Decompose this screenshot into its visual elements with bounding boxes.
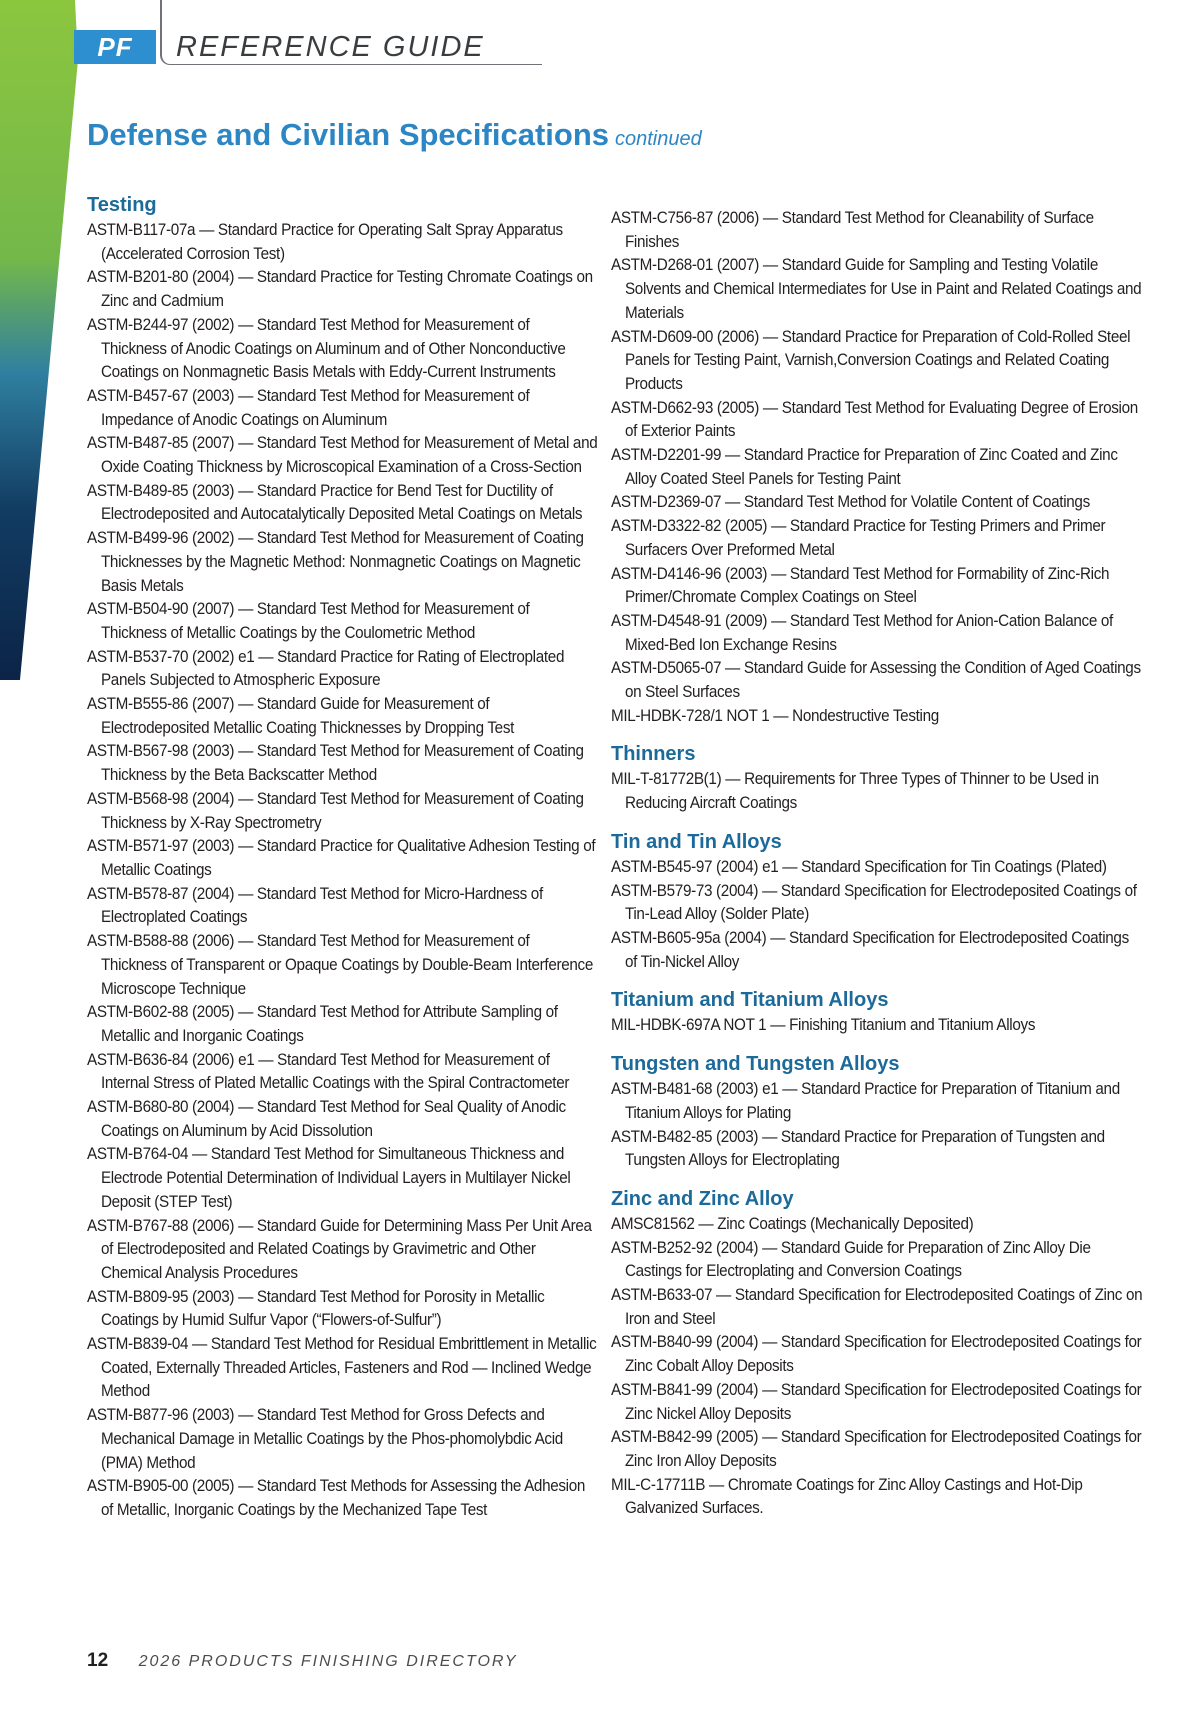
publication-name: 2026 PRODUCTS FINISHING DIRECTORY (138, 1653, 518, 1670)
spec-entry: ASTM-B201-80 (2004) — Standard Practice for Testing Chromate Coatings on Zinc and Cadmium (87, 268, 593, 311)
spec-entry: ASTM-B839-04 — Standard Test Method for Residual Embrittlement in Metallic Coated, Externally Threaded Articles, Fasteners and Rod — Inclined Wedge Method (87, 1335, 597, 1401)
header-title: REFERENCE GUIDE (176, 31, 485, 63)
spec-entry: ASTM-B636-84 (2006) e1 — Standard Test Method for Measurement of Internal Stress of Plated Metallic Coatings with the Spiral Contractometer (87, 1050, 570, 1093)
spec-entry: ASTM-D3322-82 (2005) — Standard Practice for Testing Primers and Primer Surfacers Over Preformed Metal (611, 517, 1106, 559)
page-header (0, 0, 1200, 70)
spec-entry: ASTM-B809-95 (2003) — Standard Test Method for Porosity in Metallic Coatings by Humid Sulfur Vapor (“Flowers-of-Sulfur”) (87, 1287, 545, 1330)
page-title-continued: continued (615, 128, 702, 150)
decorative-side-band (0, 0, 90, 680)
spec-entry: ASTM-B567-98 (2003) — Standard Test Method for Measurement of Coating Thickness by the Beta Backscatter Method (87, 742, 584, 785)
spec-entry: ASTM-B481-68 (2003) e1 — Standard Practice for Preparation of Titanium and Titanium Alloys for Plating (611, 1080, 1120, 1122)
page-title-main: Defense and Civilian Specifications (87, 117, 609, 152)
spec-entry: ASTM-D2201-99 — Standard Practice for Preparation of Zinc Coated and Zinc Alloy Coated Steel Panels for Testing Paint (611, 446, 1118, 488)
spec-entry: ASTM-B252-92 (2004) — Standard Guide for Preparation of Zinc Alloy Die Castings for Electroplating and Conversion Coatings (611, 1238, 1091, 1281)
spec-entry: ASTM-B568-98 (2004) — Standard Test Method for Measurement of Coating Thickness by X-Ray Spectrometry (87, 789, 584, 832)
spec-entry: MIL-T-81772B(1) — Requirements for Three Types of Thinner to be Used in Reducing Aircraft Coatings (611, 770, 1099, 813)
spec-entry: ASTM-B504-90 (2007) — Standard Test Method for Measurement of Thickness of Metallic Coatings by the Coulometric Method (87, 600, 530, 642)
spec-entry: ASTM-B117-07a — Standard Practice for Operating Salt Spray Apparatus (Accelerated Corrosion Test) (87, 221, 563, 263)
spec-entry: ASTM-D268-01 (2007) — Standard Guide for Sampling and Testing Volatile Solvents and Chemical Intermediates for Use in Paint and Related Coatings and Materials (611, 256, 1142, 322)
spec-entry: MIL-C-17711B — Chromate Coatings for Zinc Alloy Castings and Hot-Dip Galvanized Surfaces. (611, 1475, 1083, 1518)
spec-entry: ASTM-D4548-91 (2009) — Standard Test Method for Anion-Cation Balance of Mixed-Bed Ion Exchange Resins (611, 611, 1113, 654)
spec-entry: MIL-HDBK-697A NOT 1 — Finishing Titanium and Titanium Alloys (611, 1016, 1036, 1035)
spec-entry: ASTM-D2369-07 — Standard Test Method for Volatile Content of Coatings (611, 493, 1090, 512)
page-number: 12 (87, 1650, 109, 1671)
spec-entry: ASTM-B244-97 (2002) — Standard Test Method for Measurement of Thickness of Anodic Coatings on Aluminum and of Other Nonconductive Coatings on Nonmagnetic Basis Metals with Eddy-Current Instruments (87, 315, 566, 382)
spec-entry: ASTM-D609-00 (2006) — Standard Practice for Preparation of Cold-Rolled Steel Panels for Testing Paint, Varnish,Conversion Coatings and Related Coating Products (611, 327, 1131, 393)
spec-entry: AMSC81562 — Zinc Coatings (Mechanically Deposited) (611, 1214, 974, 1233)
spec-entry: ASTM-B482-85 (2003) — Standard Practice for Preparation of Tungsten and Tungsten Alloys for Electroplating (611, 1127, 1105, 1170)
spec-entry: ASTM-D662-93 (2005) — Standard Test Method for Evaluating Degree of Erosion of Exterior Paints (611, 398, 1138, 441)
spec-entry: ASTM-B457-67 (2003) — Standard Test Method for Measurement of Impedance of Anodic Coatings on Aluminum (87, 386, 530, 429)
section-thinners (611, 742, 1131, 815)
section-tungsten-and-tungsten-alloys (611, 1052, 1131, 1173)
section-tin-and-tin-alloys (611, 830, 1137, 975)
spec-entry: ASTM-B537-70 (2002) e1 — Standard Practice for Rating of Electroplated Panels Subjected to Atmospheric Exposure (87, 647, 565, 690)
section-heading: Thinners (611, 743, 696, 766)
spec-entry: ASTM-B571-97 (2003) — Standard Practice for Qualitative Adhesion Testing of Metallic Coatings (87, 837, 596, 879)
section-heading: Tungsten and Tungsten Alloys (611, 1053, 900, 1076)
spec-entry: ASTM-B487-85 (2007) — Standard Test Method for Measurement of Metal and Oxide Coating Thickness by Microscopical Examination of a Cross-Section (87, 434, 598, 477)
spec-entry: ASTM-B578-87 (2004) — Standard Test Method for Micro-Hardness of Electroplated Coatings (87, 884, 543, 927)
spec-entry: MIL-HDBK-728/1 NOT 1 — Nondestructive Testing (611, 706, 939, 725)
pf-logo-badge: PF (74, 30, 156, 64)
spec-entry: ASTM-B840-99 (2004) — Standard Specification for Electrodeposited Coatings for Zinc Cobalt Alloy Deposits (611, 1333, 1142, 1376)
section-titanium-and-titanium-alloys (611, 988, 1131, 1038)
spec-entry: ASTM-B841-99 (2004) — Standard Specification for Electrodeposited Coatings for Zinc Nickel Alloy Deposits (611, 1380, 1142, 1423)
section-testing (87, 193, 598, 1523)
spec-entry: ASTM-B767-88 (2006) — Standard Guide for Determining Mass Per Unit Area of Electrodeposited and Related Coatings by Gravimetric and Other Chemical Analysis Procedures (87, 1216, 592, 1282)
spec-entry: ASTM-C756-87 (2006) — Standard Test Method for Cleanability of Surface Finishes (611, 209, 1094, 251)
spec-entry: ASTM-B633-07 — Standard Specification for Electrodeposited Coatings of Zinc on Iron and Steel (611, 1286, 1143, 1328)
spec-entry: ASTM-B555-86 (2007) — Standard Guide for Measurement of Electrodeposited Metallic Coating Thicknesses by Dropping Test (87, 695, 515, 737)
spec-entry: ASTM-B579-73 (2004) — Standard Specification for Electrodeposited Coatings of Tin-Lead Alloy (Solder Plate) (611, 881, 1137, 924)
right-column (611, 207, 1143, 1535)
section-heading: Tin and Tin Alloys (611, 830, 782, 853)
spec-entry: ASTM-B842-99 (2005) — Standard Specification for Electrodeposited Coatings for Zinc Iron Alloy Deposits (611, 1428, 1142, 1470)
page-footer (87, 1650, 518, 1672)
section-zinc-and-zinc-alloy (611, 1187, 1143, 1521)
spec-entry: ASTM-B605-95a (2004) — Standard Specification for Electrodeposited Coatings of Tin-Nickel Alloy (611, 928, 1129, 971)
spec-entry: ASTM-D5065-07 — Standard Guide for Assessing the Condition of Aged Coatings on Steel Surfaces (611, 659, 1141, 702)
section-heading: Zinc and Zinc Alloy (611, 1187, 794, 1210)
spec-entry: ASTM-B680-80 (2004) — Standard Test Method for Seal Quality of Anodic Coatings on Aluminum by Acid Dissolution (87, 1098, 566, 1140)
spec-entry: ASTM-B905-00 (2005) — Standard Test Methods for Assessing the Adhesion of Metallic, Inorganic Coatings by the Mechanized Tape Test (87, 1477, 586, 1519)
spec-entry: ASTM-B545-97 (2004) e1 — Standard Specification for Tin Coatings (Plated) (611, 857, 1107, 876)
spec-entry: ASTM-D4146-96 (2003) — Standard Test Method for Formability of Zinc-Rich Primer/Chromate Complex Coatings on Steel (611, 564, 1110, 607)
left-column (87, 193, 598, 1537)
section-heading: Testing (87, 194, 157, 216)
spec-entry: ASTM-B588-88 (2006) — Standard Test Method for Measurement of Thickness of Transparent or Opaque Coatings by Double-Beam Interference Microscope Technique (87, 932, 594, 998)
spec-entry: ASTM-B499-96 (2002) — Standard Test Method for Measurement of Coating Thicknesses by the Magnetic Method: Nonmagnetic Coatings on Magnetic Basis Metals (87, 529, 584, 595)
section-heading: Titanium and Titanium Alloys (611, 989, 889, 1012)
spec-entry: ASTM-B602-88 (2005) — Standard Test Method for Attribute Sampling of Metallic and Inorganic Coatings (87, 1003, 558, 1045)
section-continued (611, 207, 1142, 728)
spec-entry: ASTM-B764-04 — Standard Test Method for Simultaneous Thickness and Electrode Potential Determination of Individual Layers in Multilayer Nickel Deposit (STEP Test) (87, 1145, 571, 1211)
spec-entry: ASTM-B489-85 (2003) — Standard Practice for Bend Test for Ductility of Electrodeposited and Autocatalytically Deposited Metal Coatings on Metals (87, 481, 583, 524)
spec-entry: ASTM-B877-96 (2003) — Standard Test Method for Gross Defects and Mechanical Damage in Metallic Coatings by the Phos-phomolybdic Acid (PMA) Method (87, 1406, 563, 1472)
page-title (87, 117, 702, 153)
